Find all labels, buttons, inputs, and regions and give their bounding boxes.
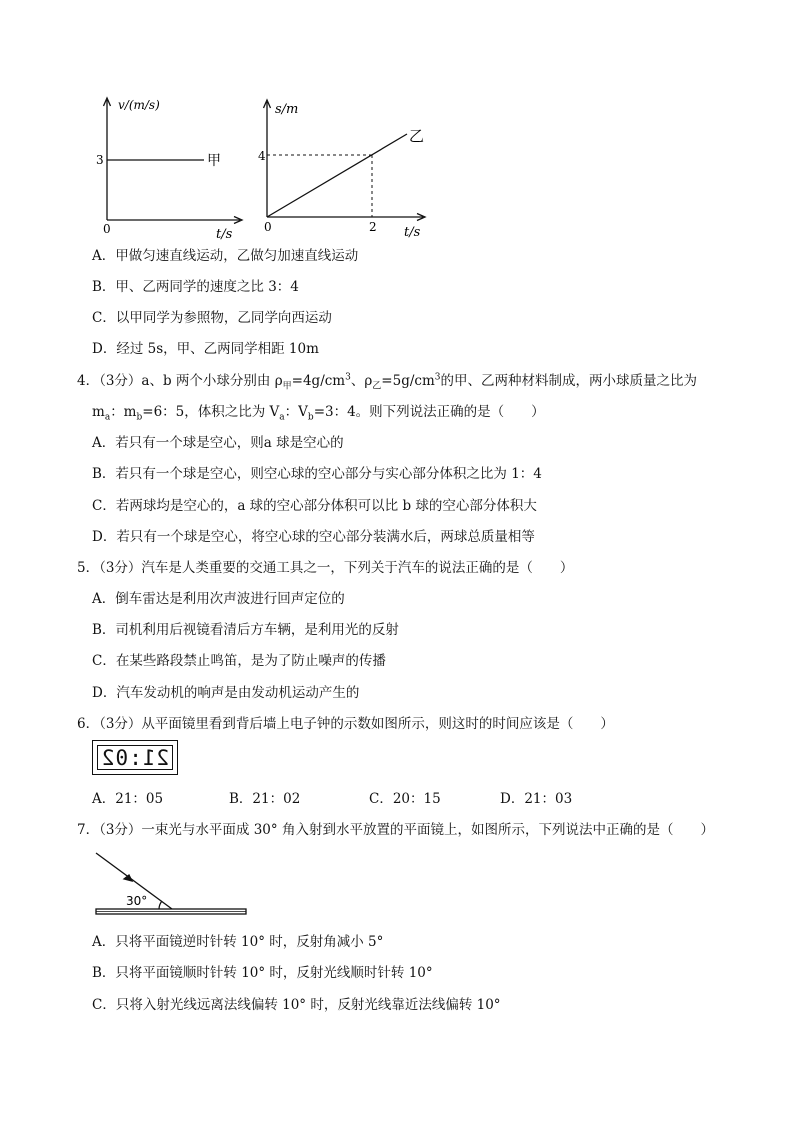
angle-label: 30° — [126, 894, 148, 908]
q4-stem-line1: 4．（3分）a、b 两个小球分别由 $\rho_甲=4g/cm^3$、$\rho_乙=5g/cm^3$的甲、乙两种材料制成，两小球质量之比为 — [77, 372, 697, 392]
mirror-light-figure — [92, 848, 252, 918]
y-axis-label: s/m — [275, 102, 299, 117]
mirrored-clock-figure — [92, 740, 178, 775]
q4-option-c: C．若两球均是空心的，a 球的空心部分体积可以比 b 球的空心部分体积大 — [92, 498, 537, 514]
q4-stem-line2: $m_a$：$m_b=6$：5，体积之比为 $V_a$：$V_b=3$：4。则下列说法正确的是（ ） — [92, 404, 545, 423]
origin-label: 0 — [103, 222, 111, 236]
graph-distance-time — [255, 92, 435, 242]
ray-arrow — [124, 875, 132, 881]
y-tick-label: 4 — [258, 149, 266, 163]
q7-option-a: A．只将平面镜逆时针转 10° 时，反射角减小 5° — [92, 934, 384, 950]
q4-option-a: A．若只有一个球是空心，则a 球是空心的 — [92, 435, 344, 451]
series-jia-label: 甲 — [207, 153, 221, 169]
y-axis-label: v/(m/s) — [118, 98, 160, 112]
q3-option-a: A．甲做匀速直线运动，乙做匀加速直线运动 — [92, 248, 359, 264]
q6-option-d: D．21：03 — [500, 791, 573, 807]
q5-option-c: C．在某些路段禁止鸣笛，是为了防止噪声的传播 — [92, 653, 386, 669]
q6-stem: 6．（3分）从平面镜里看到背后墙上电子钟的示数如图所示，则这时的时间应该是（ ） — [77, 716, 614, 732]
q5-stem: 5．（3分）汽车是人类重要的交通工具之一，下列关于汽车的说法正确的是（ ） — [77, 560, 574, 576]
series-yi-label: 乙 — [409, 127, 425, 145]
angle-arc — [159, 901, 162, 909]
q6-option-c: C．20：15 — [369, 791, 441, 807]
q4-option-b: B．若只有一个球是空心，则空心球的空心部分与实心部分体积之比为 1：4 — [92, 466, 542, 482]
q5-option-a: A．倒车雷达是利用次声波进行回声定位的 — [92, 591, 345, 607]
q3-option-b: B．甲、乙两同学的速度之比 3：4 — [92, 279, 299, 295]
q4-option-d: D．若只有一个球是空心，将空心球的空心部分装满水后，两球总质量相等 — [92, 529, 535, 545]
q6-option-a: A．21：05 — [92, 791, 164, 807]
x-tick-label: 2 — [369, 220, 377, 234]
clock-display: 21:02 — [97, 745, 173, 770]
q5-option-b: B．司机利用后视镜看清后方车辆，是利用光的反射 — [92, 622, 399, 638]
q3-option-c: C．以甲同学为参照物，乙同学向西运动 — [92, 310, 332, 326]
series-yi-line — [267, 134, 407, 217]
y-tick-label: 3 — [96, 153, 104, 167]
q7-option-c: C．只将入射光线远离法线偏转 10° 时，反射光线靠近法线偏转 10° — [92, 997, 501, 1013]
q7-stem: 7．（3分）一束光与水平面成 30° 角入射到水平放置的平面镜上，如图所示，下列说法中正确的是（ ） — [77, 822, 714, 838]
q5-option-d: D．汽车发动机的响声是由发动机运动产生的 — [92, 685, 360, 701]
x-axis-label: t/s — [216, 227, 233, 242]
x-axis-label: t/s — [404, 225, 421, 240]
q6-option-b: B．21：02 — [229, 791, 301, 807]
origin-label: 0 — [264, 220, 272, 234]
graph-velocity-time — [90, 92, 250, 242]
q3-option-d: D．经过 5s，甲、乙两同学相距 10m — [92, 341, 319, 357]
q7-option-b: B．只将平面镜顺时针转 10° 时，反射光线顺时针转 10° — [92, 965, 433, 981]
